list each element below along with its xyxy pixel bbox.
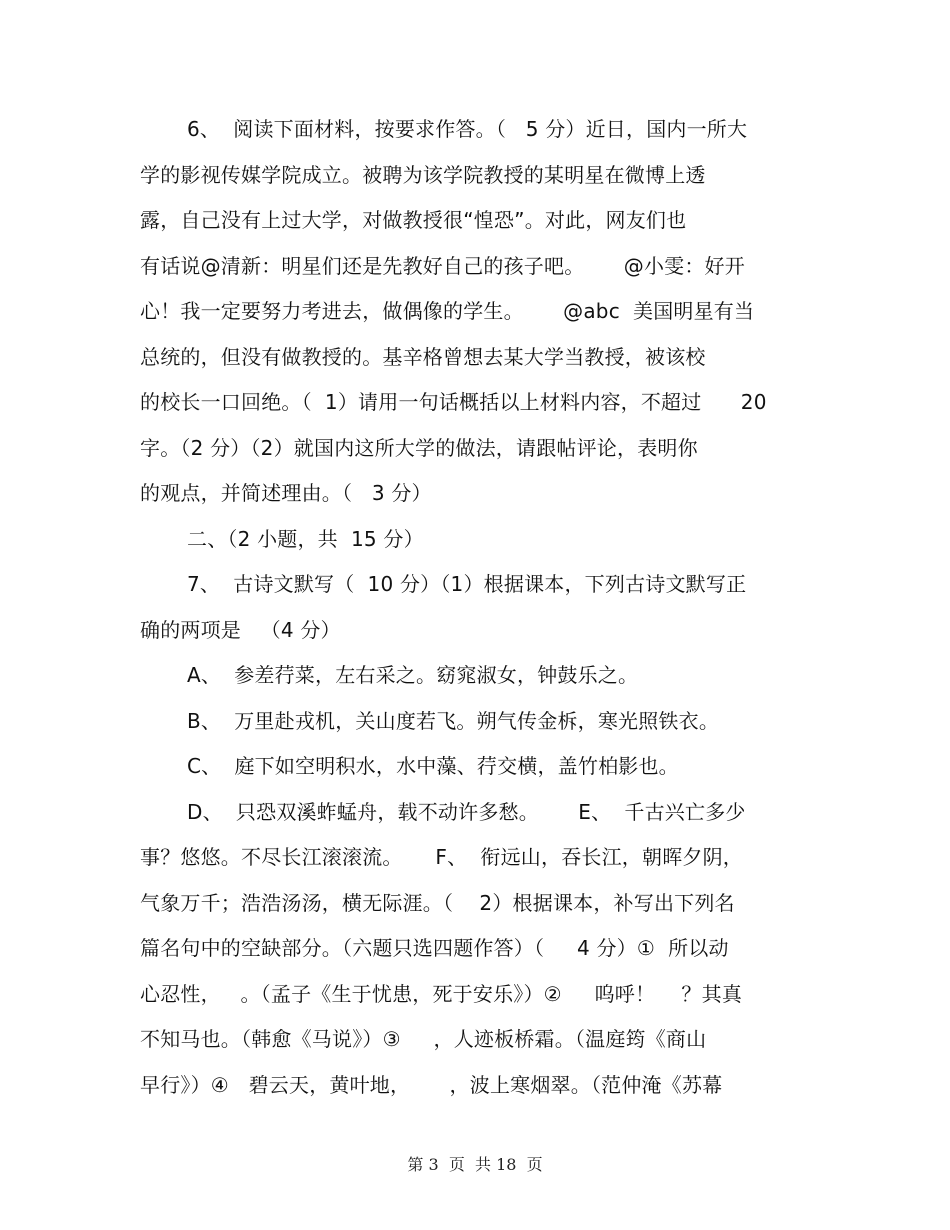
text-line: 心！我一定要努力考进去，做偶像的学生。 @abc 美国明星有当 xyxy=(140,299,755,323)
text-line: 6、 阅读下面材料，按要求作答。（ 5 分）近日，国内一所大 xyxy=(187,117,748,141)
text-line: 的校长一口回绝。（ 1）请用一句话概括以上材料内容，不超过 20 xyxy=(140,390,767,414)
text-line: 7、 古诗文默写（ 10 分）（1）根据课本，下列古诗文默写正 xyxy=(187,572,747,596)
text-line: 事？悠悠。不尽长江滚滚流。 F、 衔远山，吞长江，朝晖夕阴， xyxy=(140,845,744,869)
option-c: C、 庭下如空明积水，水中藻、荇交横，盖竹柏影也。 xyxy=(187,754,679,778)
text-line: 不知马也。（韩愈《马说》）③ ，人迹板桥霜。（温庭筠《商山 xyxy=(140,1027,707,1051)
section-heading: 二、（2 小题，共 15 分） xyxy=(187,527,424,551)
text-line: 篇名句中的空缺部分。（六题只选四题作答）（ 4 分）① 所以动 xyxy=(140,936,729,960)
page-number-footer: 第 3 页 共 18 页 xyxy=(407,1155,543,1174)
text-line: 气象万千；浩浩汤汤，横无际涯。（ 2）根据课本，补写出下列名 xyxy=(140,891,735,915)
text-line: 心忍性， 。（孟子《生于忧患，死于安乐》）② 呜呼！ ？其真 xyxy=(140,982,743,1006)
text-line: 字。（2 分）（2）就国内这所大学的做法，请跟帖评论，表明你 xyxy=(140,436,698,460)
option-a: A、 参差荇菜，左右采之。窈窕淑女，钟鼓乐之。 xyxy=(187,663,639,687)
text-line: 学的影视传媒学院成立。被聘为该学院教授的某明星在微博上透 xyxy=(140,163,706,187)
text-line: 有话说@清新：明星们还是先教好自己的孩子吧。 @小雯：好开 xyxy=(140,254,745,278)
text-line: 的观点，并简述理由。（ 3 分） xyxy=(140,481,432,505)
text-line: 露，自己没有上过大学，对做教授很“惶恐”。对此，网友们也 xyxy=(140,208,687,232)
option-d-e: D、 只恐双溪蚱蜢舟，载不动许多愁。 E、 千古兴亡多少 xyxy=(187,800,746,824)
option-b: B、 万里赴戎机，关山度若飞。朔气传金柝，寒光照铁衣。 xyxy=(187,709,720,733)
text-line: 总统的，但没有做教授的。基辛格曾想去某大学当教授，被该校 xyxy=(140,345,706,369)
text-line: 确的两项是 （4 分） xyxy=(140,618,341,642)
text-line: 早行》）④ 碧云天，黄叶地， ，波上寒烟翠。（范仲淹《苏幕 xyxy=(140,1073,723,1097)
